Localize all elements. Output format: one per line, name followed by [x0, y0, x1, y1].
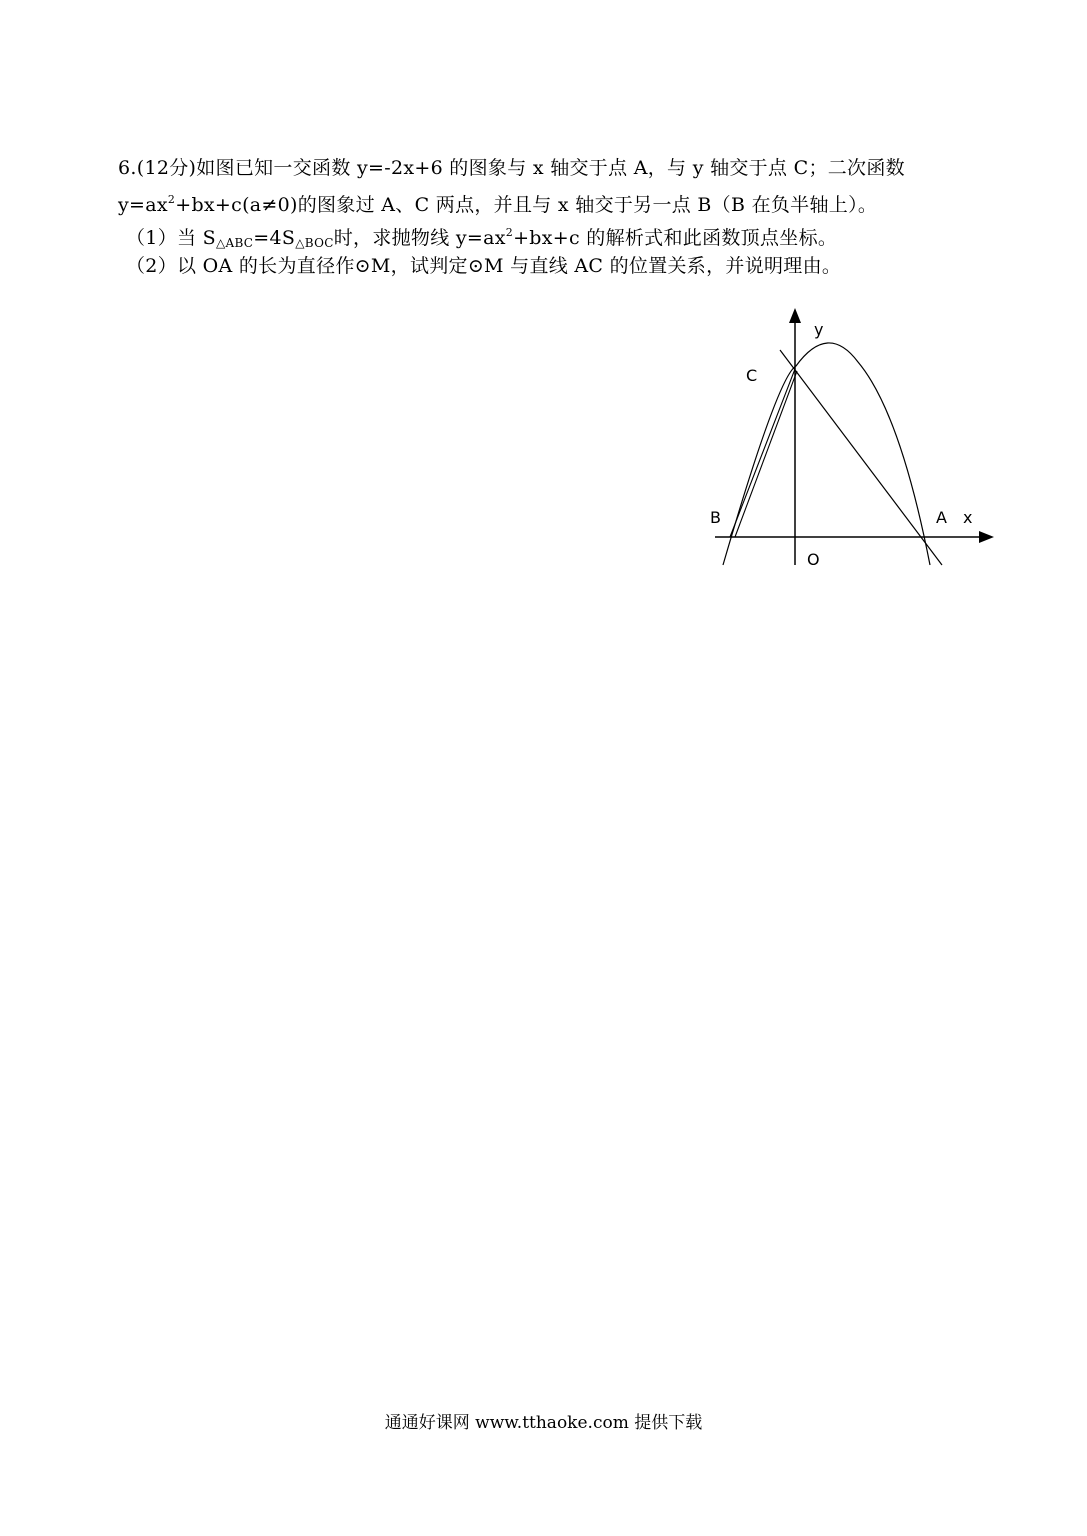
label-o: O — [807, 550, 820, 569]
label-a: A — [936, 508, 947, 527]
x-axis-arrow — [979, 531, 994, 543]
line-ac — [780, 350, 942, 565]
y-axis-arrow — [789, 308, 801, 323]
function-graph-figure — [700, 300, 1000, 570]
label-c: C — [746, 366, 758, 385]
problem-line-1: 6.(12分)如图已知一交函数 y=-2x+6 的图象与 x 轴交于点 A，与 y 轴交于点 C；二次函数 — [118, 157, 905, 179]
segment-bc-1 — [730, 369, 795, 537]
question-1: （1）当 $S_{\triangle ABC}=4S_{\triangle BOC}$时，求抛物线 $y=ax^2+bx+c$ 的解析式和此函数顶点坐标。 — [126, 226, 838, 250]
question-2: （2）以 OA 的长为直径作⊙M，试判定⊙M 与直线 AC 的位置关系，并说明理由。 — [126, 255, 842, 277]
label-b: B — [710, 508, 721, 527]
label-x: x — [963, 508, 973, 527]
label-y: y — [814, 320, 824, 339]
problem-line-2: $y=ax^2+bx+c(a\ne 0)$的图象过 A、C 两点，并且与 x 轴交于另一点 B（B 在负半轴上）。 — [118, 193, 878, 216]
footer-text: 通通好课网 www.tthaoke.com 提供下载 — [384, 1413, 703, 1433]
segment-bc-2 — [735, 371, 797, 537]
page-footer — [0, 1408, 1087, 1433]
